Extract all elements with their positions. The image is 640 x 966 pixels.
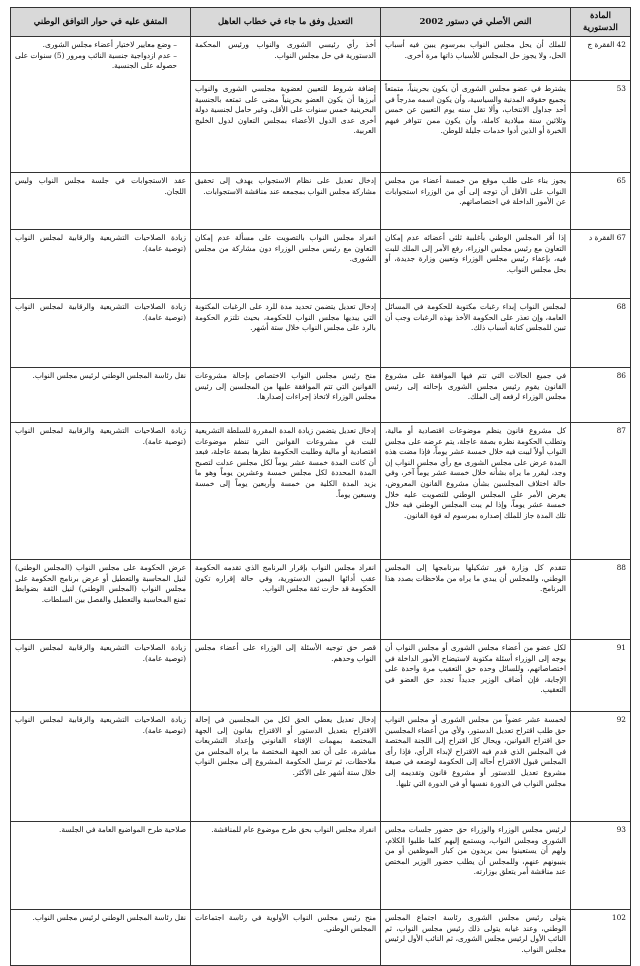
article-number: 87 <box>571 423 631 560</box>
article-number: 88 <box>571 560 631 640</box>
amendment-cell: منح رئيس مجلس النواب الاختصاص بإحالة مشروعات القوانين التي تتم الموافقة عليها من المجلسين إلى رئيس مجلس الوزراء لاتخاذ إجراءات إصدارها. <box>191 368 381 423</box>
amendment-cell: إدخال تعديل يعطي الحق لكل من المجلسين في إحالة الاقتراح بتعديل الدستور أو الاقتراح بقانون إلى الجهة المختصة بمهمات الإفتاء القانوني وإعداد التشريعات مباشرة، على أن تعد الجهة المختصة ما يراه المجلس من ملاحظات، ثم ترسل الحكومة المشروع إلى مجلس النواب خلال ستة أشهر على الأكثر. <box>191 712 381 822</box>
table-row <box>11 640 631 712</box>
agreed-cell: صلاحية طرح المواضيع العامة في الجلسة. <box>11 822 191 910</box>
agreed-cell: نقل رئاسة المجلس الوطني لرئيس مجلس النواب. <box>11 368 191 423</box>
article-number: 91 <box>571 640 631 712</box>
original-text-cell: لخمسة عشر عضواً من مجلس الشورى أو مجلس النواب حق طلب اقتراح تعديل الدستور، ولأي من أعضاء المجلسين حق اقتراح القوانين، ويحال كل اقتراح إلى اللجنة المختصة في المجلس الذي قدم فيه الاقتراح لإبداء الرأي، فإذا رأى المجلس قبول الاقتراح أحاله إلى الحكومة لوضعه في صيغة مشروع تعديل للدستور أو مشروع قانون وتقديمه إلى مجلس النواب في الدورة نفسها أو في الدورة التي تليها. <box>381 712 571 822</box>
agreed-cell: عقد الاستجوابات في جلسة مجلس النواب وليس اللجان. <box>11 173 191 230</box>
amendment-cell: انفراد مجلس النواب بحق طرح موضوع عام للمناقشة. <box>191 822 381 910</box>
agreed-cell: زيادة الصلاحيات التشريعية والرقابية لمجلس النواب (توصية عامة). <box>11 299 191 368</box>
agreed-cell: زيادة الصلاحيات التشريعية والرقابية لمجلس النواب (توصية عامة). <box>11 640 191 712</box>
constitutional-amendments-table <box>10 7 631 966</box>
article-number: 42 الفقرة ج <box>571 37 631 81</box>
table-row <box>11 37 631 81</box>
table-row <box>11 368 631 423</box>
header-agreed: المتفق عليه في حوار التوافق الوطني <box>11 8 191 37</box>
agreed-list <box>15 40 186 72</box>
table-row <box>11 299 631 368</box>
amendment-cell: إدخال تعديل يتضمن تحديد مدة للرد على الرغبات المكتوبة التي يبديها مجلس النواب للحكومة، بحيث تلتزم الحكومة بالرد على مجلس النواب خلال ستة أشهر. <box>191 299 381 368</box>
article-number: 102 <box>571 910 631 966</box>
original-text-cell: يشترط في عضو مجلس الشورى أن يكون بحرينياً، متمتعاً بجميع حقوقه المدنية والسياسية، وأن يكون اسمه مدرجاً في أحد جداول الانتخاب، وألا تقل سنه يوم التعيين عن خمس وثلاثين سنة ميلادية كاملة، وأن يكون ممن تتوافر فيهم الخبرة أو الذين أدوا خدمات جليلة للوطن. <box>381 81 571 173</box>
original-text-cell: لكل عضو من أعضاء مجلس الشورى أو مجلس النواب أن يوجه إلى الوزراء أسئلة مكتوبة لاستيضاح الأمور الداخلة في اختصاصاتهم، وللسائل وحده حق التعقيب مرة واحدة على الإجابة، فإن أضاف الوزير جديداً تجدد حق العضو في التعقيب. <box>381 640 571 712</box>
amendment-cell: إدخال تعديل يتضمن زيادة المدة المقررة للسلطة التشريعية للبت في مشروعات القوانين التي تنظم موضوعات اقتصادية أو مالية وطلبت الحكومة نظرها بصفة عاجلة، فبعد أن كانت المدة خمسة عشر يوماً لكل مجلس عدلت لتصبح المدة المحددة لكل مجلس خمسة وعشرين يوماً وهو ما يزيد المدة الكلية من خمسة وأربعين يوماً إلى خمسة وسبعين يوماً. <box>191 423 381 560</box>
amendment-cell: انفراد مجلس النواب بالتصويت على مسألة عدم إمكان التعاون مع رئيس مجلس الوزراء دون مشاركة من مجلس الشورى. <box>191 230 381 299</box>
header-original-text: النص الأصلي في دستور 2002 <box>381 8 571 37</box>
table-row <box>11 910 631 966</box>
table-row <box>11 712 631 822</box>
agreed-cell: زيادة الصلاحيات التشريعية والرقابية لمجلس النواب (توصية عامة). <box>11 423 191 560</box>
amendment-cell: أخذ رأي رئيسي الشورى والنواب ورئيس المحكمة الدستورية في حل مجلس النواب. <box>191 37 381 81</box>
agreed-cell: نقل رئاسة المجلس الوطني لرئيس مجلس النواب. <box>11 910 191 966</box>
amendment-cell: انفراد مجلس النواب بإقرار البرنامج الذي تقدمه الحكومة عقب أدائها اليمين الدستورية، وفي حالة إقراره تكون الحكومة قد حازت ثقة مجلس النواب. <box>191 560 381 640</box>
original-text-cell: يجوز بناء على طلب موقع من خمسة أعضاء من مجلس النواب على الأقل أن توجه إلى أي من الوزراء استجوابات عن الأمور الداخلة في اختصاصاتهم. <box>381 173 571 230</box>
amendment-cell: إضافة شروط للتعيين لعضوية مجلسي الشورى والنواب أبرزها أن يكون العضو بحرينياً مضى على تمتعه بالجنسية البحرينية خمس سنوات على الأقل، وغير حامل لجنسية دولة أخرى عدى الدول الأعضاء بمجلس التعاون لدول الخليج العربية. <box>191 81 381 173</box>
article-number: 67 الفقرة د <box>571 230 631 299</box>
article-number: 65 <box>571 173 631 230</box>
original-text-cell: لمجلس النواب إبداء رغبات مكتوبة للحكومة في المسائل العامة، وإن تعذر على الحكومة الأخذ بهذه الرغبات وجب أن تبين للمجلس كتابة أسباب ذلك. <box>381 299 571 368</box>
original-text-cell: في جميع الحالات التي تتم فيها الموافقة على مشروع القانون يقوم رئيس مجلس الشورى بإحالته إلى رئيس مجلس الوزراء لرفعه إلى الملك. <box>381 368 571 423</box>
agreed-cell <box>11 37 191 173</box>
table-row <box>11 822 631 910</box>
original-text-cell: يتولى رئيس مجلس الشورى رئاسة اجتماع المجلس الوطني، وعند غيابه يتولى ذلك رئيس مجلس النواب، ثم النائب الأول لرئيس مجلس الشورى، ثم النائب الأول لرئيس مجلس النواب. <box>381 910 571 966</box>
list-item: – عدم ازدواجية جنسية النائب ومرور (5) سنوات على حصوله على الجنسية. <box>15 51 177 72</box>
agreed-cell: عرض الحكومة على مجلس النواب (المجلس الوطني) لنيل المحاسبة والتعطيل أو عرض برنامج الحكومة على مجلس النواب (المجلس الوطني) لنيل الثقة بضوابط تمنع المحاسبة والتعطيل والفصل بين السلطات. <box>11 560 191 640</box>
agreed-cell: زيادة الصلاحيات التشريعية والرقابية لمجلس النواب (توصية عامة). <box>11 712 191 822</box>
list-item: – وضع معايير لاختيار أعضاء مجلس الشورى. <box>15 40 177 51</box>
original-text-cell: تتقدم كل وزارة فور تشكيلها ببرنامجها إلى المجلس الوطني، وللمجلس أن يبدي ما يراه من ملاحظات بصدد هذا البرنامج. <box>381 560 571 640</box>
amendment-cell: إدخال تعديل على نظام الاستجواب يهدف إلى تحقيق مشاركة مجلس النواب بمجمعه عند مناقشة الاستجوابات. <box>191 173 381 230</box>
article-number: 86 <box>571 368 631 423</box>
original-text-cell: إذا أقر المجلس الوطني بأغلبية ثلثي أعضائه عدم إمكان التعاون مع رئيس مجلس الوزراء، رفع الأمر إلى الملك للبت فيه، بإعفاء رئيس مجلس الوزراء وتعيين وزارة جديدة، أو بحل مجلس النواب. <box>381 230 571 299</box>
table-row <box>11 423 631 560</box>
agreed-cell: زيادة الصلاحيات التشريعية والرقابية لمجلس النواب (توصية عامة). <box>11 230 191 299</box>
original-text-cell: للملك أن يحل مجلس النواب بمرسوم يبين فيه أسباب الحل، ولا يجوز حل المجلس للأسباب ذاتها مرة أخرى. <box>381 37 571 81</box>
amendment-cell: قصر حق توجيه الأسئلة إلى الوزراء على أعضاء مجلس النواب وحدهم. <box>191 640 381 712</box>
article-number: 92 <box>571 712 631 822</box>
header-amendment: التعديل وفق ما جاء في خطاب العاهل <box>191 8 381 37</box>
original-text-cell: لرئيس مجلس الوزراء والوزراء حق حضور جلسات مجلس الشورى ومجلس النواب، ويستمع إليهم كلما طلبوا الكلام، ولهم أن يستعينوا بمن يريدون من كبار الموظفين أو من ينيبونهم عنهم، وللمجلس أن يطلب حضور الوزير المختص عند مناقشة أمر يتعلق بوزارته. <box>381 822 571 910</box>
article-number: 53 <box>571 81 631 173</box>
header-row <box>11 8 631 37</box>
article-number: 93 <box>571 822 631 910</box>
table-row <box>11 173 631 230</box>
table-row <box>11 560 631 640</box>
original-text-cell: كل مشروع قانون ينظم موضوعات اقتصادية أو مالية، وتطلب الحكومة نظره بصفة عاجلة، يتم عرضه على مجلس النواب أولاً ليبت فيه خلال خمسة عشر يوماً، فإذا مضت هذه المدة عرض على مجلس الشورى مع رأي مجلس النواب إن وجد، ليقرر ما يراه بشأنه خلال خمسة عشر يوماً آخر، وفي حالة اختلاف المجلسين بشأن مشروع القانون المعروض، يعرض الأمر على المجلس الوطني للتصويت عليه خلال خمسة عشر يوماً، وإذا لم يبت المجلس الوطني فيه خلال تلك المدة جاز للملك إصداره بمرسوم له قوة القانون. <box>381 423 571 560</box>
amendment-cell: منح رئيس مجلس النواب الأولوية في رئاسة اجتماعات المجلس الوطني. <box>191 910 381 966</box>
table-row <box>11 230 631 299</box>
header-article: المادة الدستورية <box>571 8 631 37</box>
article-number: 68 <box>571 299 631 368</box>
